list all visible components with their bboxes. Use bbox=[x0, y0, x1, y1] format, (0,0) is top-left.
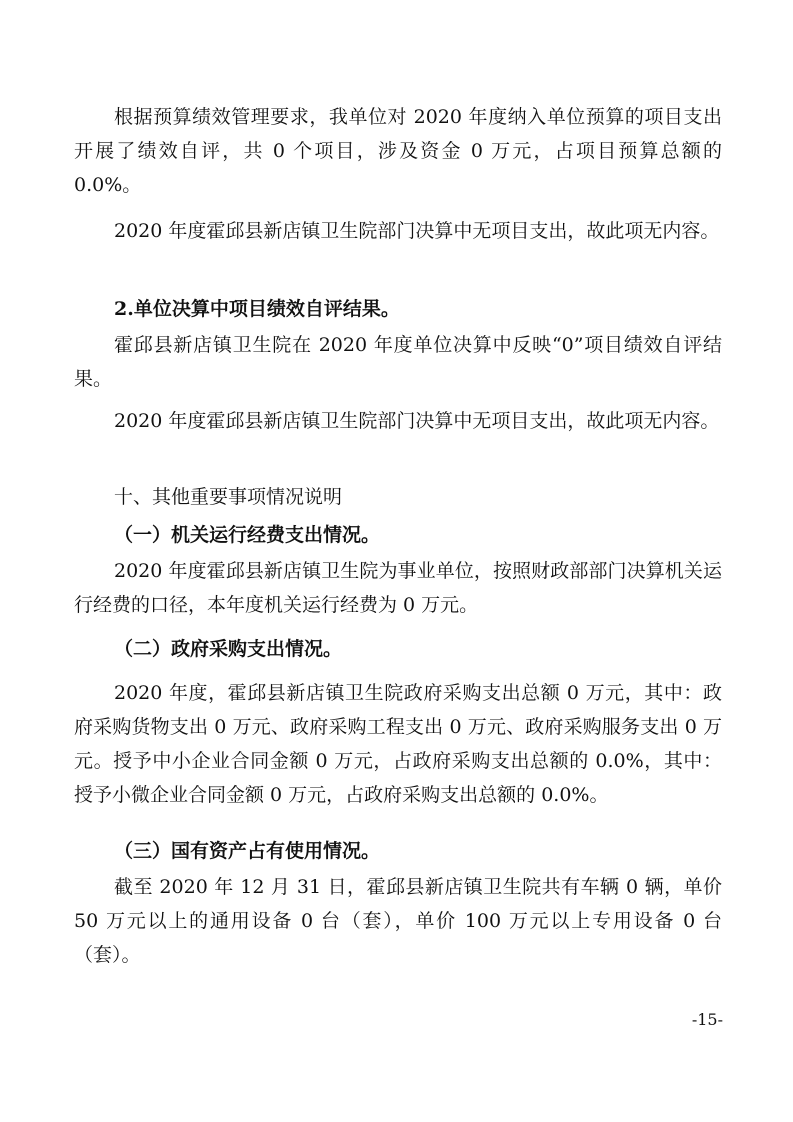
paragraph-operating-expenses: 2020 年度霍邱县新店镇卫生院为事业单位，按照财政部部门决算机关运行经费的口径，本年度机关运行经费为 0 万元。 bbox=[74, 560, 722, 616]
heading-state-assets: （三）国有资产占有使用情况。 bbox=[114, 840, 381, 862]
heading-government-procurement: （二）政府采购支出情况。 bbox=[114, 638, 343, 660]
heading-other-matters: 十、其他重要事项情况说明 bbox=[114, 486, 343, 508]
paragraph-government-procurement: 2020 年度，霍邱县新店镇卫生院政府采购支出总额 0 万元，其中：政府采购货物支出 0 万元、政府采购工程支出 0 万元、政府采购服务支出 0 万元。授予中小企业合同金额 0 万元，占政府采购支出总额的 0.0%，其中：授予小微企业合同金额 0 万元，占政府采购支出总额的 0.0%。 bbox=[74, 682, 722, 806]
paragraph-performance-requirement: 根据预算绩效管理要求，我单位对 2020 年度纳入单位预算的项目支出开展了绩效自评，共 0 个项目，涉及资金 0 万元，占项目预算总额的 0.0%。 bbox=[74, 106, 722, 196]
heading-unit-performance-result: 2.单位决算中项目绩效自评结果。 bbox=[114, 298, 400, 320]
page-number: -15- bbox=[691, 1010, 723, 1029]
paragraph-unit-performance-result: 霍邱县新店镇卫生院在 2020 年度单位决算中反映“0”项目绩效自评结果。 bbox=[74, 334, 722, 390]
paragraph-no-project-expenditure: 2020 年度霍邱县新店镇卫生院部门决算中无项目支出，故此项无内容。 bbox=[114, 220, 720, 242]
heading-operating-expenses: （一）机关运行经费支出情况。 bbox=[114, 524, 381, 546]
paragraph-no-project-expenditure-2: 2020 年度霍邱县新店镇卫生院部门决算中无项目支出，故此项无内容。 bbox=[114, 410, 720, 432]
paragraph-state-assets: 截至 2020 年 12 月 31 日，霍邱县新店镇卫生院共有车辆 0 辆，单价 50 万元以上的通用设备 0 台（套），单价 100 万元以上专用设备 0 台（套）。 bbox=[74, 876, 722, 966]
